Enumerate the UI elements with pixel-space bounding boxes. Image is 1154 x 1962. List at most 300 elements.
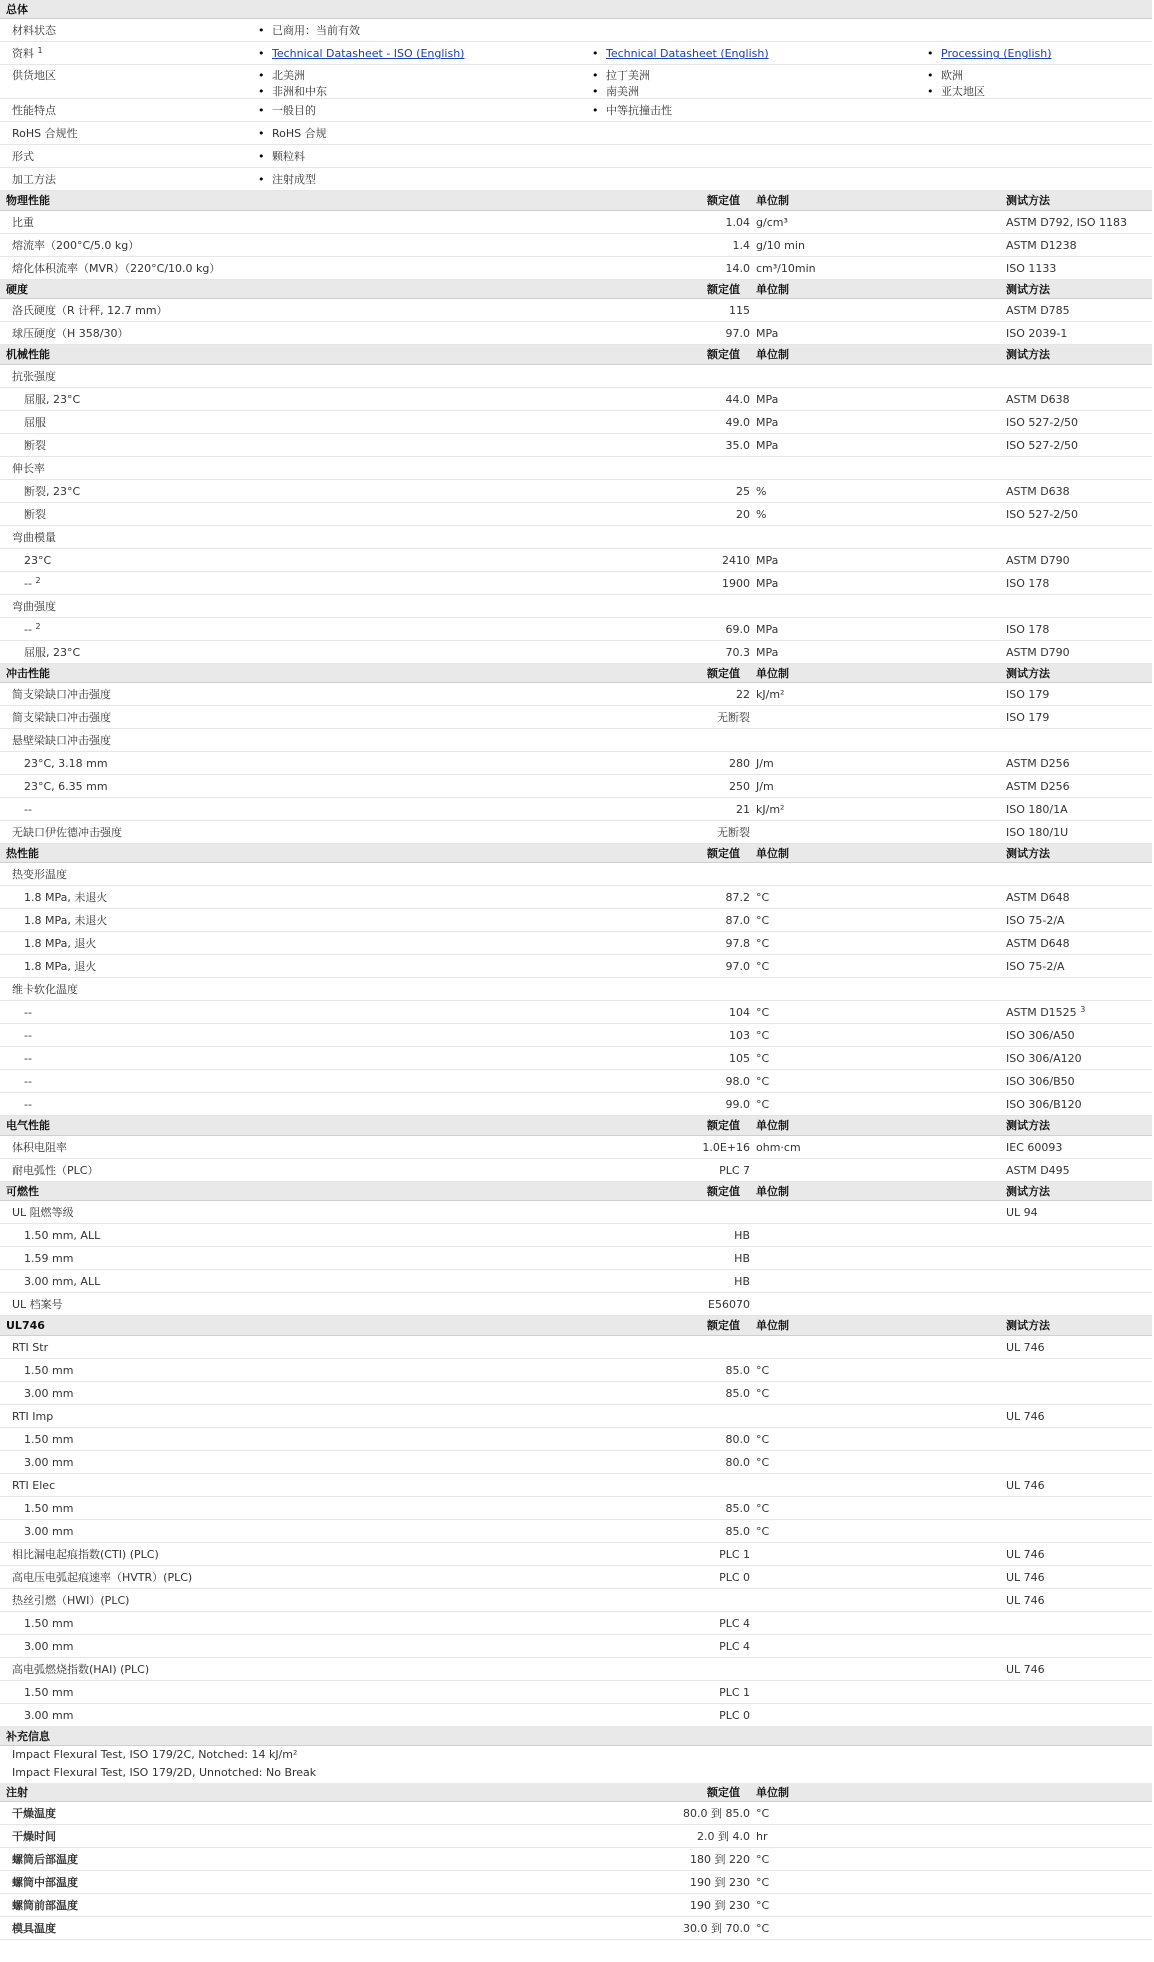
col-header-nominal: 额定值 [707, 666, 740, 680]
property-value: 44.0 [725, 392, 750, 406]
property-label: 3.00 mm [24, 1524, 74, 1538]
property-label: 干燥时间 [12, 1830, 56, 1844]
test-method: UL 746 [1006, 1662, 1045, 1676]
test-method: UL 746 [1006, 1593, 1045, 1607]
property-row [0, 1070, 1152, 1093]
test-method: UL 746 [1006, 1570, 1045, 1584]
section-header [0, 1783, 1152, 1802]
test-method: UL 746 [1006, 1478, 1045, 1492]
property-unit: °C [756, 914, 770, 928]
test-method: ASTM D648 [1006, 937, 1070, 951]
property-row [0, 1293, 1152, 1316]
document-link[interactable]: • Processing (English) [941, 42, 1052, 65]
property-label: 高电压电弧起痕速率（HVTR）(PLC) [12, 1570, 193, 1584]
property-label: 3.00 mm [24, 1639, 74, 1653]
property-unit: °C [756, 937, 770, 951]
property-unit: °C [756, 1807, 770, 1821]
test-method: ISO 178 [1006, 576, 1050, 590]
property-label: UL 阻燃等级 [12, 1206, 74, 1220]
property-value: PLC 4 [719, 1616, 750, 1630]
general-item: • 注射成型 [272, 168, 316, 191]
property-label: 熔化体积流率（MVR）（220°C/10.0 kg） [12, 261, 221, 275]
property-label: 1.8 MPa, 退火 [24, 960, 97, 974]
property-unit: MPa [756, 576, 779, 590]
property-row [0, 457, 1152, 480]
property-unit: °C [756, 1524, 770, 1538]
property-label: 断裂, 23°C [24, 484, 81, 498]
property-unit: °C [756, 1853, 770, 1867]
general-item: • 北美洲 [272, 68, 305, 84]
general-item: • 中等抗撞击性 [606, 99, 672, 122]
property-unit: g/10 min [756, 238, 805, 252]
test-method: ASTM D1238 [1006, 238, 1077, 252]
section-header [0, 1727, 1152, 1746]
property-value: 无断裂 [717, 825, 750, 839]
property-row [0, 1848, 1152, 1871]
property-row [0, 503, 1152, 526]
property-value: 97.8 [725, 937, 750, 951]
general-row-label: 性能特点 [12, 104, 56, 118]
test-method: ISO 180/1U [1006, 825, 1069, 839]
test-method: ASTM D790 [1006, 645, 1070, 659]
property-unit: MPa [756, 327, 779, 341]
property-row [0, 549, 1152, 572]
property-label: -- [24, 1075, 32, 1089]
property-value: 85.0 [725, 1386, 750, 1400]
property-label: 球压硬度（H 358/30） [12, 327, 129, 341]
test-method: ASTM D256 [1006, 756, 1070, 770]
test-method: ASTM D792, ISO 1183 [1006, 215, 1128, 229]
property-unit: kJ/m² [756, 802, 785, 816]
property-unit: °C [756, 1029, 770, 1043]
property-label: -- $^2$ [24, 621, 41, 636]
property-value: 87.2 [725, 891, 750, 905]
property-row [0, 1382, 1152, 1405]
property-value: PLC 0 [719, 1708, 750, 1722]
property-unit: °C [756, 1432, 770, 1446]
test-method: IEC 60093 [1006, 1140, 1063, 1154]
test-method: ISO 306/B50 [1006, 1075, 1075, 1089]
property-value: 180 到 220 [690, 1853, 750, 1867]
section-title: UL746 [6, 1319, 45, 1333]
property-row [0, 909, 1152, 932]
property-value: 97.0 [725, 960, 750, 974]
general-row [0, 99, 1152, 122]
property-row [0, 1001, 1152, 1024]
test-method: ISO 178 [1006, 622, 1050, 636]
general-item: • 欧洲 [941, 68, 963, 84]
section-header [0, 191, 1152, 210]
property-row [0, 1746, 1152, 1765]
property-label: 高电弧燃烧指数(HAI) (PLC) [12, 1662, 150, 1676]
col-header-nominal: 额定值 [707, 1785, 740, 1799]
property-label: 3.00 mm [24, 1386, 74, 1400]
property-label: RTI Elec [12, 1478, 56, 1492]
property-unit: °C [756, 1075, 770, 1089]
property-unit: kJ/m² [756, 687, 785, 701]
col-header-unit: 单位制 [756, 194, 789, 208]
property-row [0, 863, 1152, 886]
col-header-unit: 单位制 [756, 666, 789, 680]
property-value: 104 [729, 1006, 750, 1020]
property-label: 1.59 mm [24, 1252, 74, 1266]
property-unit: ohm·cm [756, 1140, 801, 1154]
property-value: 35.0 [725, 438, 750, 452]
property-row [0, 798, 1152, 821]
property-label: 弯曲模量 [12, 530, 56, 544]
property-unit: °C [756, 1363, 770, 1377]
property-unit: hr [756, 1830, 768, 1844]
footnote-marker: 3 [1080, 1005, 1086, 1015]
general-row [0, 19, 1152, 42]
property-value: 1900 [722, 576, 750, 590]
property-label: 23°C [24, 553, 52, 567]
section-header [0, 1316, 1152, 1335]
test-method: ISO 527-2/50 [1006, 507, 1079, 521]
property-value: 190 到 230 [690, 1899, 750, 1913]
property-row [0, 752, 1152, 775]
general-item: • RoHS 合规 [272, 122, 327, 145]
property-label: 1.50 mm [24, 1685, 74, 1699]
property-label: 耐电弧性（PLC） [12, 1163, 99, 1177]
property-label: 1.8 MPa, 退火 [24, 937, 97, 951]
property-row [0, 1635, 1152, 1658]
col-header-method: 测试方法 [1006, 194, 1050, 208]
property-value: 280 [729, 756, 750, 770]
test-method: UL 746 [1006, 1340, 1045, 1354]
section-title: 电气性能 [6, 1119, 50, 1133]
property-value: 69.0 [725, 622, 750, 636]
property-row [0, 388, 1152, 411]
property-label: RTI Imp [12, 1409, 54, 1423]
col-header-unit: 单位制 [756, 1319, 789, 1333]
property-label: 体积电阻率 [12, 1140, 67, 1154]
col-header-unit: 单位制 [756, 282, 789, 296]
property-row [0, 365, 1152, 388]
property-row [0, 1612, 1152, 1635]
property-label: 1.50 mm, ALL [24, 1229, 101, 1243]
property-row [0, 595, 1152, 618]
section-header [0, 844, 1152, 863]
property-row [0, 434, 1152, 457]
property-unit: % [756, 484, 767, 498]
property-row [0, 932, 1152, 955]
property-row [0, 618, 1152, 641]
general-row-label: 资料 $^1$ [12, 46, 43, 61]
col-header-unit: 单位制 [756, 846, 789, 860]
property-value: 103 [729, 1029, 750, 1043]
test-method: ASTM D638 [1006, 484, 1070, 498]
property-row [0, 1405, 1152, 1428]
col-header-method: 测试方法 [1006, 1119, 1050, 1133]
col-header-unit: 单位制 [756, 1785, 789, 1799]
general-item: • 非洲和中东 [272, 84, 327, 100]
property-row [0, 775, 1152, 798]
property-value: PLC 0 [719, 1570, 750, 1584]
property-value: 98.0 [725, 1075, 750, 1089]
property-row [0, 706, 1152, 729]
property-row [0, 526, 1152, 549]
property-label: -- [24, 1098, 32, 1112]
footnote-marker: 2 [35, 621, 41, 631]
property-label: -- [24, 1029, 32, 1043]
document-link[interactable]: • Technical Datasheet (English) [606, 42, 769, 65]
property-value: 30.0 到 70.0 [683, 1922, 750, 1936]
property-unit: °C [756, 1455, 770, 1469]
test-method: ASTM D790 [1006, 553, 1070, 567]
property-label: 抗张强度 [12, 369, 56, 383]
general-row [0, 145, 1152, 168]
property-row [0, 1681, 1152, 1704]
property-row [0, 978, 1152, 1001]
property-unit: MPa [756, 438, 779, 452]
property-row [0, 257, 1152, 280]
property-label: 弯曲强度 [12, 599, 56, 613]
property-row [0, 234, 1152, 257]
property-value: HB [734, 1252, 750, 1266]
property-row [0, 1247, 1152, 1270]
section-title: 热性能 [6, 846, 39, 860]
property-row [0, 1497, 1152, 1520]
property-row [0, 1802, 1152, 1825]
test-method: ASTM D638 [1006, 392, 1070, 406]
property-label: 1.50 mm [24, 1501, 74, 1515]
property-row [0, 1825, 1152, 1848]
col-header-nominal: 额定值 [707, 1119, 740, 1133]
general-row-label: 供货地区 [12, 69, 56, 83]
general-row [0, 65, 1152, 99]
test-method: ISO 1133 [1006, 261, 1057, 275]
property-value: PLC 1 [719, 1685, 750, 1699]
general-row-label: 加工方法 [12, 173, 56, 187]
section-title: 注射 [6, 1785, 28, 1799]
test-method: ASTM D648 [1006, 891, 1070, 905]
property-value: 105 [729, 1052, 750, 1066]
col-header-method: 测试方法 [1006, 846, 1050, 860]
property-unit: °C [756, 960, 770, 974]
property-row [0, 729, 1152, 752]
property-label: -- [24, 1052, 32, 1066]
general-item: • 南美洲 [606, 84, 639, 100]
property-row [0, 1520, 1152, 1543]
property-label: 屈服, 23°C [24, 645, 81, 659]
col-header-method: 测试方法 [1006, 1184, 1050, 1198]
property-label: -- [24, 802, 32, 816]
test-method: ASTM D256 [1006, 779, 1070, 793]
test-method: UL 746 [1006, 1409, 1045, 1423]
col-header-method: 测试方法 [1006, 1319, 1050, 1333]
property-unit: g/cm³ [756, 215, 788, 229]
general-item: • 亚太地区 [941, 84, 985, 100]
property-unit: MPa [756, 645, 779, 659]
property-label: 热丝引燃（HWI）(PLC) [12, 1593, 130, 1607]
test-method: ISO 179 [1006, 687, 1050, 701]
property-row [0, 480, 1152, 503]
property-label: 伸长率 [12, 461, 45, 475]
test-method: ASTM D495 [1006, 1163, 1070, 1177]
property-row [0, 1894, 1152, 1917]
section-header [0, 345, 1152, 364]
section-header-general [0, 0, 1152, 19]
property-unit: MPa [756, 622, 779, 636]
property-label: 洛氏硬度（R 计秤, 12.7 mm） [12, 304, 168, 318]
col-header-nominal: 额定值 [707, 348, 740, 362]
property-label: 屈服 [24, 415, 46, 429]
test-method: UL 94 [1006, 1206, 1038, 1220]
test-method: ISO 179 [1006, 710, 1050, 724]
property-label: 维卡软化温度 [12, 983, 78, 997]
property-value: 1.0E+16 [702, 1140, 750, 1154]
property-label: 3.00 mm [24, 1455, 74, 1469]
section-header [0, 664, 1152, 683]
property-label: 悬壁梁缺口冲击强度 [12, 733, 111, 747]
property-label: 23°C, 3.18 mm [24, 756, 108, 770]
property-label: 简支梁缺口冲击强度 [12, 710, 111, 724]
property-row [0, 683, 1152, 706]
property-row [0, 886, 1152, 909]
property-value: 1.04 [725, 215, 750, 229]
document-link[interactable]: • Technical Datasheet - ISO (English) [272, 42, 464, 65]
property-row [0, 322, 1152, 345]
property-label: 3.00 mm [24, 1708, 74, 1722]
property-row [0, 641, 1152, 664]
test-method: ISO 527-2/50 [1006, 438, 1079, 452]
property-label: 屈服, 23°C [24, 392, 81, 406]
property-label: -- [24, 1006, 32, 1020]
property-value: 14.0 [725, 261, 750, 275]
property-value: E56070 [708, 1298, 750, 1312]
col-header-nominal: 额定值 [707, 1184, 740, 1198]
property-value: 21 [736, 802, 750, 816]
property-row [0, 1474, 1152, 1497]
property-label: Impact Flexural Test, ISO 179/2C, Notched: 14 kJ/m² [12, 1747, 298, 1761]
property-unit: °C [756, 891, 770, 905]
property-value: 80.0 [725, 1432, 750, 1446]
col-header-nominal: 额定值 [707, 846, 740, 860]
property-row [0, 1024, 1152, 1047]
property-unit: °C [756, 1922, 770, 1936]
property-label: Impact Flexural Test, ISO 179/2D, Unnotched: No Break [12, 1766, 317, 1780]
property-label: 1.8 MPa, 未退火 [24, 891, 108, 905]
col-header-nominal: 额定值 [707, 282, 740, 296]
property-label: 1.8 MPa, 未退火 [24, 914, 108, 928]
col-header-nominal: 额定值 [707, 194, 740, 208]
property-value: 97.0 [725, 327, 750, 341]
property-row [0, 1201, 1152, 1224]
property-label: 螺筒中部温度 [12, 1876, 78, 1890]
property-value: 85.0 [725, 1501, 750, 1515]
property-label: 3.00 mm, ALL [24, 1275, 101, 1289]
property-unit: °C [756, 1006, 770, 1020]
section-header [0, 1182, 1152, 1201]
property-row [0, 1566, 1152, 1589]
section-title: 硬度 [6, 282, 28, 296]
property-unit: MPa [756, 415, 779, 429]
footnote-marker: 1 [37, 46, 43, 56]
test-method: ISO 75-2/A [1006, 960, 1065, 974]
property-label: 螺筒前部温度 [12, 1899, 78, 1913]
property-value: 250 [729, 779, 750, 793]
property-unit: cm³/10min [756, 261, 816, 275]
property-row [0, 1136, 1152, 1159]
property-label: 断裂 [24, 438, 46, 452]
property-value: 115 [729, 304, 750, 318]
col-header-unit: 单位制 [756, 1119, 789, 1133]
property-unit: °C [756, 1052, 770, 1066]
property-row [0, 1359, 1152, 1382]
property-value: 2410 [722, 553, 750, 567]
property-value: 99.0 [725, 1098, 750, 1112]
property-label: RTI Str [12, 1340, 49, 1354]
property-value: 70.3 [725, 645, 750, 659]
property-label: 1.50 mm [24, 1616, 74, 1630]
section-header [0, 280, 1152, 299]
property-value: 190 到 230 [690, 1876, 750, 1890]
property-label: 断裂 [24, 507, 46, 521]
general-row [0, 168, 1152, 191]
property-row [0, 1764, 1152, 1783]
col-header-method: 测试方法 [1006, 666, 1050, 680]
property-label: 简支梁缺口冲击强度 [12, 687, 111, 701]
property-row [0, 1451, 1152, 1474]
property-value: HB [734, 1229, 750, 1243]
test-method: ISO 306/A120 [1006, 1052, 1082, 1066]
test-method: UL 746 [1006, 1547, 1045, 1561]
property-label: 热变形温度 [12, 868, 67, 882]
property-value: 20 [736, 507, 750, 521]
test-method: ASTM D1525 $^3$ [1006, 1005, 1086, 1020]
property-unit: MPa [756, 392, 779, 406]
property-unit: °C [756, 1876, 770, 1890]
property-row [0, 1871, 1152, 1894]
property-value: 25 [736, 484, 750, 498]
section-header [0, 1116, 1152, 1135]
property-label: UL 档案号 [12, 1298, 63, 1312]
property-row [0, 1224, 1152, 1247]
property-row [0, 211, 1152, 234]
property-unit: MPa [756, 553, 779, 567]
col-header-method: 测试方法 [1006, 282, 1050, 296]
col-header-method: 测试方法 [1006, 348, 1050, 362]
property-row [0, 1589, 1152, 1612]
property-unit: °C [756, 1098, 770, 1112]
property-label: 熔流率（200°C/5.0 kg） [12, 238, 140, 252]
property-value: 85.0 [725, 1524, 750, 1538]
property-label: 比重 [12, 215, 34, 229]
property-row [0, 1704, 1152, 1727]
footnote-marker: 2 [35, 575, 41, 585]
col-header-unit: 单位制 [756, 1184, 789, 1198]
property-unit: °C [756, 1899, 770, 1913]
general-row [0, 42, 1152, 65]
property-row [0, 1159, 1152, 1182]
section-title: 补充信息 [6, 1729, 50, 1743]
property-value: 1.4 [732, 238, 750, 252]
property-value: PLC 7 [719, 1163, 750, 1177]
test-method: ISO 527-2/50 [1006, 415, 1079, 429]
section-title: 机械性能 [6, 348, 50, 362]
property-row [0, 1047, 1152, 1070]
col-header-unit: 单位制 [756, 348, 789, 362]
property-value: HB [734, 1275, 750, 1289]
section-title: 冲击性能 [6, 666, 50, 680]
property-label: 23°C, 6.35 mm [24, 779, 108, 793]
property-row [0, 1658, 1152, 1681]
property-label: 螺筒后部温度 [12, 1853, 78, 1867]
test-method: ASTM D785 [1006, 304, 1070, 318]
property-unit: °C [756, 1501, 770, 1515]
property-value: 无断裂 [717, 710, 750, 724]
